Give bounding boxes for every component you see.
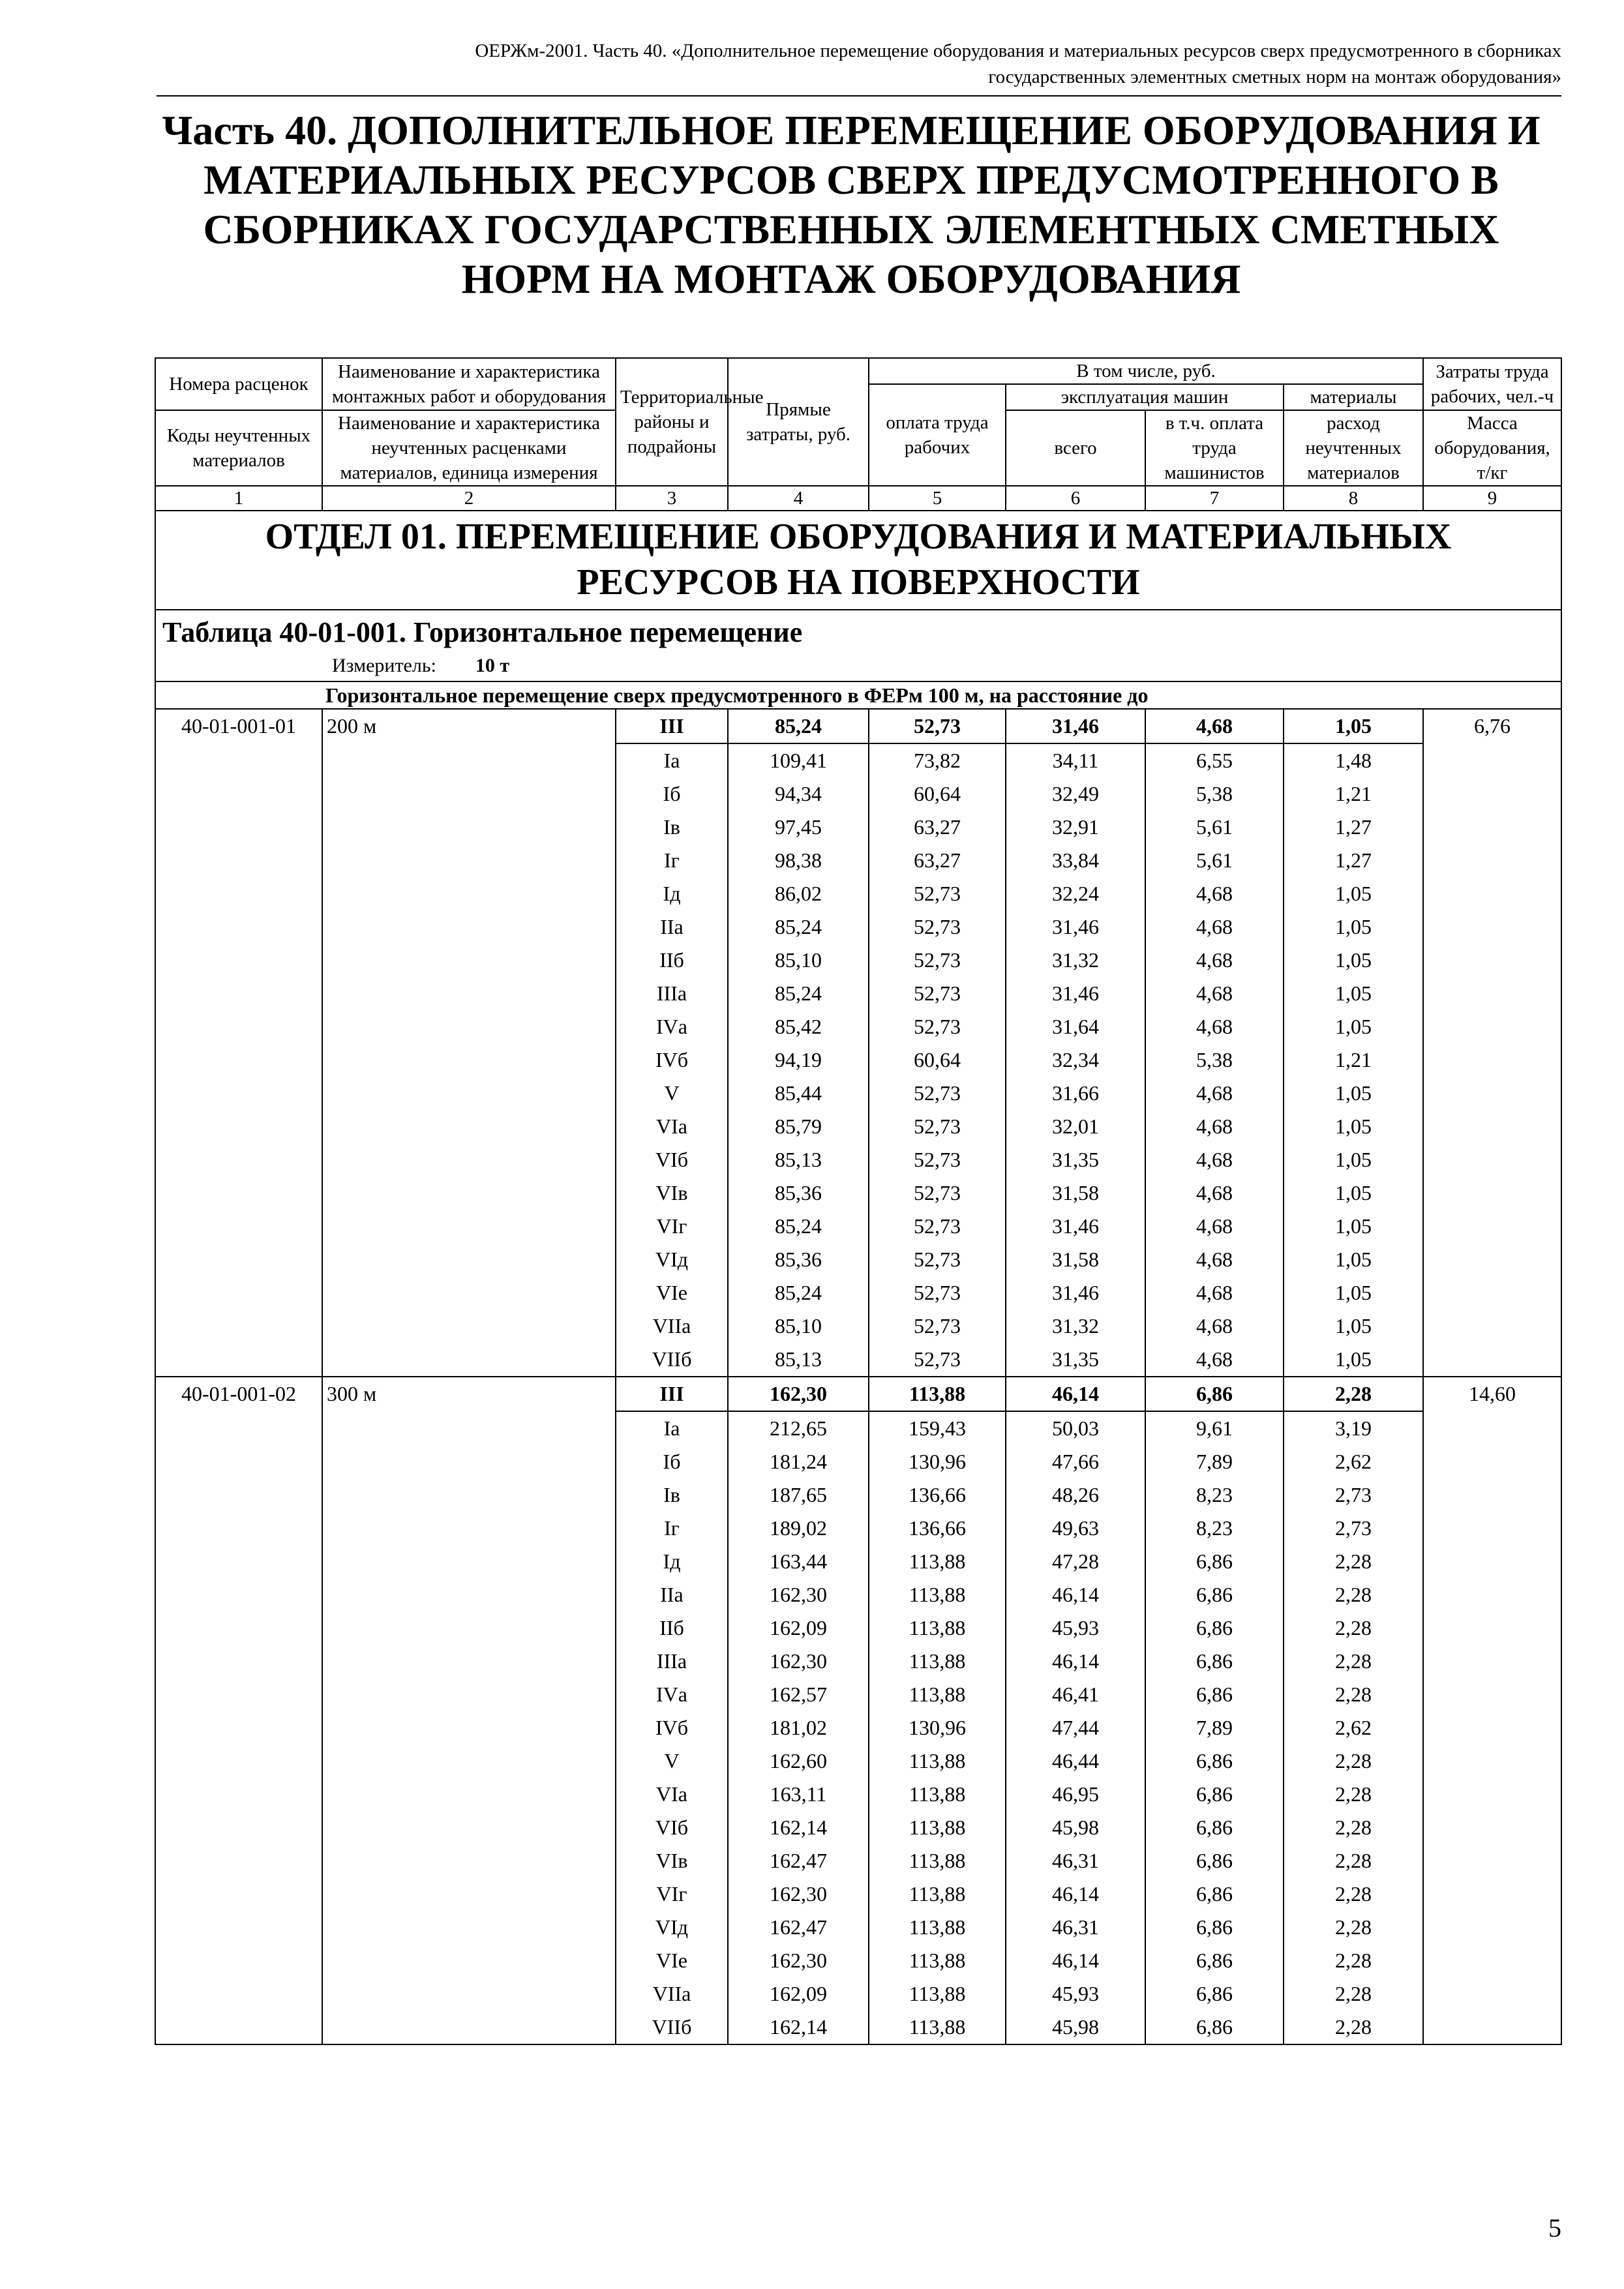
materials-cell: 1,21 [1284,1043,1423,1077]
territory-cell: VIв [616,1176,728,1210]
direct-cost-cell: 162,09 [728,1977,869,2011]
materials-cell: 1,05 [1284,1276,1423,1309]
machines-total-cell: 31,35 [1006,1343,1145,1377]
machines-total-cell: 31,46 [1006,1210,1145,1243]
machines-total-cell: 50,03 [1006,1411,1145,1445]
machines-labor-cell: 8,23 [1145,1478,1284,1512]
territory-cell: Iг [616,1512,728,1545]
territory-cell: IIб [616,1611,728,1645]
machines-total-cell: 47,44 [1006,1711,1145,1744]
materials-cell: 2,73 [1284,1478,1423,1512]
labor-pay-cell: 63,27 [869,844,1006,877]
header-mass: Масса оборудования, т/кг [1423,410,1561,486]
territory-cell: Iв [616,811,728,844]
work-name: 300 м [322,1377,616,2044]
labor-pay-cell: 159,43 [869,1411,1006,1445]
machines-total-cell: 45,98 [1006,1811,1145,1844]
materials-cell: 2,28 [1284,1377,1423,1411]
header-material-name: Наименование и характеристика неучтенных расценками материалов, единица измерения [322,410,616,486]
machines-labor-cell: 4,68 [1145,977,1284,1010]
machines-labor-cell: 4,68 [1145,1343,1284,1377]
materials-cell: 3,19 [1284,1411,1423,1445]
machines-labor-cell: 6,55 [1145,743,1284,777]
machines-labor-cell: 6,86 [1145,1578,1284,1611]
labor-pay-cell: 52,73 [869,1176,1006,1210]
materials-cell: 2,28 [1284,1811,1423,1844]
labor-pay-cell: 113,88 [869,1778,1006,1811]
machines-labor-cell: 6,86 [1145,1377,1284,1411]
territory-cell: VIг [616,1878,728,1911]
labor-pay-cell: 52,73 [869,1110,1006,1143]
direct-cost-cell: 85,13 [728,1143,869,1176]
direct-cost-cell: 162,09 [728,1611,869,1645]
territory-cell: IVб [616,1043,728,1077]
machines-labor-cell: 5,61 [1145,844,1284,877]
labor-pay-cell: 113,88 [869,2011,1006,2044]
column-number-1: 1 [155,486,322,511]
labor-pay-cell: 113,88 [869,1911,1006,1944]
labor-pay-cell: 136,66 [869,1478,1006,1512]
direct-cost-cell: 85,24 [728,1276,869,1309]
machines-total-cell: 46,14 [1006,1944,1145,1977]
direct-cost-cell: 85,24 [728,709,869,743]
territory-cell: Iб [616,1445,728,1478]
machines-total-cell: 46,14 [1006,1578,1145,1611]
subheading-row [155,681,1561,709]
labor-pay-cell: 60,64 [869,777,1006,811]
machines-total-cell: 46,14 [1006,1878,1145,1911]
machines-total-cell: 31,58 [1006,1176,1145,1210]
machines-total-cell: 46,44 [1006,1744,1145,1778]
table-row [155,1377,1561,1411]
materials-cell: 2,62 [1284,1445,1423,1478]
column-number-4: 4 [728,486,869,511]
materials-cell: 1,05 [1284,977,1423,1010]
territory-cell: IVа [616,1678,728,1711]
labor-pay-cell: 113,88 [869,1678,1006,1711]
header-materials-uncounted: расход неучтенных материалов [1284,410,1423,486]
materials-cell: 2,28 [1284,1911,1423,1944]
header-territory: Территориальные районы и подрайоны [616,358,728,486]
table-title-row [155,610,1561,681]
machines-labor-cell: 6,86 [1145,2011,1284,2044]
machines-labor-cell: 6,86 [1145,1878,1284,1911]
materials-cell: 2,28 [1284,1844,1423,1878]
machines-total-cell: 31,35 [1006,1143,1145,1176]
direct-cost-cell: 162,14 [728,2011,869,2044]
header-codes: Номера расценок [155,358,322,410]
document-title: Часть 40. ДОПОЛНИТЕЛЬНОЕ ПЕРЕМЕЩЕНИЕ ОБОРУДОВАНИЯ И МАТЕРИАЛЬНЫХ РЕСУРСОВ СВЕРХ ПРЕДУСМОТРЕННОГО В СБОРНИКАХ ГОСУДАРСТВЕННЫХ ЭЛЕМЕНТНЫХ СМЕТНЫХ НОРМ НА МОНТАЖ ОБОРУДОВАНИЯ [162,107,1541,302]
labor-pay-cell: 52,73 [869,1210,1006,1243]
machines-labor-cell: 6,86 [1145,1678,1284,1711]
materials-cell: 1,05 [1284,1210,1423,1243]
machines-total-cell: 47,66 [1006,1445,1145,1478]
header-labor-cost: Затраты труда рабочих, чел.-ч [1423,358,1561,410]
labor-pay-cell: 52,73 [869,877,1006,910]
territory-cell: VIе [616,1276,728,1309]
header-labor-pay: оплата труда рабочих [869,384,1006,486]
territory-cell: Iг [616,844,728,877]
materials-cell: 2,28 [1284,1977,1423,2011]
territory-cell: V [616,1077,728,1110]
labor-pay-cell: 52,73 [869,1276,1006,1309]
direct-cost-cell: 85,44 [728,1077,869,1110]
machines-total-cell: 32,91 [1006,811,1145,844]
machines-labor-cell: 4,68 [1145,1110,1284,1143]
machines-labor-cell: 6,86 [1145,1844,1284,1878]
column-numbers-row [155,486,1561,511]
direct-cost-cell: 85,24 [728,1210,869,1243]
machines-labor-cell: 4,68 [1145,1143,1284,1176]
machines-labor-cell: 4,68 [1145,709,1284,743]
machines-labor-cell: 6,86 [1145,1545,1284,1578]
materials-cell: 2,28 [1284,1744,1423,1778]
direct-cost-cell: 85,36 [728,1243,869,1276]
header-work-name: Наименование и характеристика монтажных работ и оборудования [322,358,616,410]
direct-cost-cell: 212,65 [728,1411,869,1445]
direct-cost-cell: 162,30 [728,1878,869,1911]
running-header-line-2: государственных элементных сметных норм на монтаж оборудования» [988,67,1561,87]
territory-cell: VIIа [616,1309,728,1343]
machines-labor-cell: 4,68 [1145,1276,1284,1309]
materials-cell: 1,05 [1284,1243,1423,1276]
labor-pay-cell: 113,88 [869,1944,1006,1977]
labor-pay-cell: 113,88 [869,1811,1006,1844]
meter-line [162,651,1554,681]
direct-cost-cell: 85,42 [728,1010,869,1043]
column-number-8: 8 [1284,486,1423,511]
labor-pay-cell: 52,73 [869,1243,1006,1276]
machines-labor-cell: 5,61 [1145,811,1284,844]
direct-cost-cell: 163,11 [728,1778,869,1811]
machines-total-cell: 46,31 [1006,1911,1145,1944]
header-machines-total: всего [1006,410,1145,486]
materials-cell: 1,05 [1284,1077,1423,1110]
machines-total-cell: 46,41 [1006,1678,1145,1711]
machines-labor-cell: 8,23 [1145,1512,1284,1545]
materials-cell: 2,28 [1284,2011,1423,2044]
machines-total-cell: 32,24 [1006,877,1145,910]
materials-cell: 1,05 [1284,877,1423,910]
direct-cost-cell: 162,47 [728,1844,869,1878]
machines-total-cell: 46,95 [1006,1778,1145,1811]
machines-labor-cell: 6,86 [1145,1811,1284,1844]
territory-cell: Iа [616,1411,728,1445]
materials-cell: 1,05 [1284,1010,1423,1043]
labor-pay-cell: 63,27 [869,811,1006,844]
direct-cost-cell: 85,13 [728,1343,869,1377]
header-direct-costs: Прямые затраты, руб. [728,358,869,486]
materials-cell: 2,28 [1284,1678,1423,1711]
territory-cell: Iв [616,1478,728,1512]
rate-code: 40-01-001-01 [155,709,322,1377]
territory-cell: IIIа [616,1645,728,1678]
materials-cell: 1,05 [1284,910,1423,944]
labor-pay-cell: 113,88 [869,1744,1006,1778]
machines-total-cell: 49,63 [1006,1512,1145,1545]
territory-cell: V [616,1744,728,1778]
machines-labor-cell: 4,68 [1145,877,1284,910]
labor-pay-cell: 52,73 [869,977,1006,1010]
machines-total-cell: 31,32 [1006,944,1145,977]
materials-cell: 1,48 [1284,743,1423,777]
territory-cell: VIIб [616,1343,728,1377]
meter-label: Измеритель: [332,655,436,676]
direct-cost-cell: 85,36 [728,1176,869,1210]
labor-pay-cell: 52,73 [869,1077,1006,1110]
labor-pay-cell: 113,88 [869,1578,1006,1611]
machines-labor-cell: 4,68 [1145,910,1284,944]
direct-cost-cell: 94,34 [728,777,869,811]
territory-cell: III [616,709,728,743]
machines-total-cell: 32,34 [1006,1043,1145,1077]
machines-labor-cell: 4,68 [1145,1210,1284,1243]
direct-cost-cell: 109,41 [728,743,869,777]
labor-pay-cell: 52,73 [869,1010,1006,1043]
machines-labor-cell: 4,68 [1145,1010,1284,1043]
direct-cost-cell: 162,14 [728,1811,869,1844]
rates-table-body [155,358,1561,2044]
machines-total-cell: 32,01 [1006,1110,1145,1143]
labor-pay-cell: 113,88 [869,1645,1006,1678]
column-number-6: 6 [1006,486,1145,511]
territory-cell: VIа [616,1110,728,1143]
machines-labor-cell: 6,86 [1145,1778,1284,1811]
machines-labor-cell: 4,68 [1145,1243,1284,1276]
labor-pay-cell: 52,73 [869,1143,1006,1176]
labor-cost-cell: 6,76 [1423,709,1561,1377]
column-number-3: 3 [616,486,728,511]
labor-pay-cell: 130,96 [869,1445,1006,1478]
labor-pay-cell: 52,73 [869,709,1006,743]
column-number-5: 5 [869,486,1006,511]
territory-cell: III [616,1377,728,1411]
machines-total-cell: 31,46 [1006,709,1145,743]
direct-cost-cell: 97,45 [728,811,869,844]
materials-cell: 1,05 [1284,944,1423,977]
materials-cell: 2,28 [1284,1578,1423,1611]
machines-total-cell: 31,46 [1006,1276,1145,1309]
machines-total-cell: 33,84 [1006,844,1145,877]
direct-cost-cell: 85,79 [728,1110,869,1143]
materials-cell: 1,27 [1284,811,1423,844]
machines-total-cell: 45,93 [1006,1977,1145,2011]
machines-labor-cell: 5,38 [1145,777,1284,811]
labor-pay-cell: 113,88 [869,1878,1006,1911]
machines-total-cell: 34,11 [1006,743,1145,777]
machines-total-cell: 32,49 [1006,777,1145,811]
labor-pay-cell: 113,88 [869,1844,1006,1878]
direct-cost-cell: 187,65 [728,1478,869,1512]
territory-cell: IVа [616,1010,728,1043]
territory-cell: VIб [616,1811,728,1844]
materials-cell: 2,28 [1284,1778,1423,1811]
machines-labor-cell: 6,86 [1145,1645,1284,1678]
territory-cell: Iд [616,1545,728,1578]
machines-total-cell: 47,28 [1006,1545,1145,1578]
machines-total-cell: 31,64 [1006,1010,1145,1043]
machines-total-cell: 46,14 [1006,1377,1145,1411]
territory-cell: IVб [616,1711,728,1744]
machines-total-cell: 31,32 [1006,1309,1145,1343]
materials-cell: 1,27 [1284,844,1423,877]
direct-cost-cell: 189,02 [728,1512,869,1545]
labor-pay-cell: 52,73 [869,1309,1006,1343]
machines-total-cell: 31,46 [1006,977,1145,1010]
labor-pay-cell: 52,73 [869,1343,1006,1377]
territory-cell: IIIа [616,977,728,1010]
direct-cost-cell: 85,10 [728,944,869,977]
materials-cell: 2,62 [1284,1711,1423,1744]
machines-labor-cell: 6,86 [1145,1977,1284,2011]
territory-cell: IIб [616,944,728,977]
labor-pay-cell: 136,66 [869,1512,1006,1545]
direct-cost-cell: 163,44 [728,1545,869,1578]
labor-pay-cell: 113,88 [869,1545,1006,1578]
direct-cost-cell: 162,57 [728,1678,869,1711]
labor-pay-cell: 130,96 [869,1711,1006,1744]
machines-labor-cell: 5,38 [1145,1043,1284,1077]
header-rule [157,95,1561,97]
territory-cell: IIа [616,910,728,944]
machines-labor-cell: 4,68 [1145,1176,1284,1210]
materials-cell: 2,28 [1284,1611,1423,1645]
machines-labor-cell: 6,86 [1145,1944,1284,1977]
direct-cost-cell: 181,02 [728,1711,869,1744]
materials-cell: 2,28 [1284,1944,1423,1977]
direct-cost-cell: 85,24 [728,977,869,1010]
direct-cost-cell: 162,30 [728,1377,869,1411]
labor-pay-cell: 52,73 [869,944,1006,977]
header-machines: эксплуатация машин [1006,384,1284,410]
direct-cost-cell: 162,30 [728,1645,869,1678]
direct-cost-cell: 162,30 [728,1578,869,1611]
column-number-9: 9 [1423,486,1561,511]
machines-total-cell: 45,98 [1006,2011,1145,2044]
territory-cell: VIа [616,1778,728,1811]
rates-table [155,357,1562,2045]
direct-cost-cell: 86,02 [728,877,869,910]
labor-pay-cell: 52,73 [869,910,1006,944]
territory-cell: VIв [616,1844,728,1878]
direct-cost-cell: 85,24 [728,910,869,944]
materials-cell: 1,05 [1284,1309,1423,1343]
header-material-codes: Коды неучтенных материалов [155,410,322,486]
labor-pay-cell: 113,88 [869,1977,1006,2011]
territory-cell: VIд [616,1911,728,1944]
materials-cell: 1,05 [1284,1143,1423,1176]
machines-total-cell: 45,93 [1006,1611,1145,1645]
direct-cost-cell: 162,30 [728,1944,869,1977]
materials-cell: 2,28 [1284,1545,1423,1578]
territory-cell: Iд [616,877,728,910]
machines-labor-cell: 7,89 [1145,1445,1284,1478]
materials-cell: 1,05 [1284,1343,1423,1377]
machines-labor-cell: 4,68 [1145,1309,1284,1343]
column-number-2: 2 [322,486,616,511]
labor-pay-cell: 113,88 [869,1611,1006,1645]
materials-cell: 2,73 [1284,1512,1423,1545]
table-title: Таблица 40-01-001. Горизонтальное перемещение [162,616,803,648]
direct-cost-cell: 162,47 [728,1911,869,1944]
running-header [157,38,1561,90]
territory-cell: VIб [616,1143,728,1176]
section-heading: ОТДЕЛ 01. ПЕРЕМЕЩЕНИЕ ОБОРУДОВАНИЯ И МАТЕРИАЛЬНЫХ РЕСУРСОВ НА ПОВЕРХНОСТИ [155,511,1561,610]
materials-cell: 2,28 [1284,1878,1423,1911]
machines-labor-cell: 6,86 [1145,1744,1284,1778]
machines-labor-cell: 6,86 [1145,1611,1284,1645]
section-row [155,511,1561,610]
meter-value: 10 т [475,655,510,676]
materials-cell: 1,21 [1284,777,1423,811]
running-header-line-1: ОЕРЖм-2001. Часть 40. «Дополнительное перемещение оборудования и материальных ресурсов сверх предусмотренного в сборниках [475,40,1561,61]
subheading: Горизонтальное перемещение сверх предусмотренного в ФЕРм 100 м, на расстояние до [155,681,1561,709]
labor-pay-cell: 73,82 [869,743,1006,777]
labor-pay-cell: 60,64 [869,1043,1006,1077]
territory-cell: Iа [616,743,728,777]
territory-cell: IIа [616,1578,728,1611]
rate-code: 40-01-001-02 [155,1377,322,2044]
table-title-cell [155,610,1561,681]
machines-total-cell: 31,46 [1006,910,1145,944]
machines-total-cell: 31,66 [1006,1077,1145,1110]
territory-cell: VIе [616,1944,728,1977]
machines-total-cell: 46,14 [1006,1645,1145,1678]
header-row-1 [155,358,1561,384]
territory-cell: VIг [616,1210,728,1243]
territory-cell: VIIб [616,2011,728,2044]
machines-labor-cell: 4,68 [1145,1077,1284,1110]
direct-cost-cell: 162,60 [728,1744,869,1778]
column-number-7: 7 [1145,486,1284,511]
header-including: В том числе, руб. [869,358,1423,384]
machines-total-cell: 46,31 [1006,1844,1145,1878]
territory-cell: VIд [616,1243,728,1276]
labor-pay-cell: 113,88 [869,1377,1006,1411]
territory-cell: VIIа [616,1977,728,2011]
page-number: 5 [1548,2213,1561,2243]
machines-labor-cell: 7,89 [1145,1711,1284,1744]
materials-cell: 1,05 [1284,709,1423,743]
materials-cell: 2,28 [1284,1645,1423,1678]
machines-total-cell: 48,26 [1006,1478,1145,1512]
machines-labor-cell: 4,68 [1145,944,1284,977]
header-materials: материалы [1284,384,1423,410]
materials-cell: 1,05 [1284,1110,1423,1143]
labor-cost-cell: 14,60 [1423,1377,1561,2044]
table-row [155,709,1561,743]
territory-cell: Iб [616,777,728,811]
machines-total-cell: 31,58 [1006,1243,1145,1276]
header-machines-labor: в т.ч. оплата труда машинистов [1145,410,1284,486]
direct-cost-cell: 94,19 [728,1043,869,1077]
work-name: 200 м [322,709,616,1377]
machines-labor-cell: 9,61 [1145,1411,1284,1445]
materials-cell: 1,05 [1284,1176,1423,1210]
direct-cost-cell: 98,38 [728,844,869,877]
machines-labor-cell: 6,86 [1145,1911,1284,1944]
direct-cost-cell: 85,10 [728,1309,869,1343]
direct-cost-cell: 181,24 [728,1445,869,1478]
